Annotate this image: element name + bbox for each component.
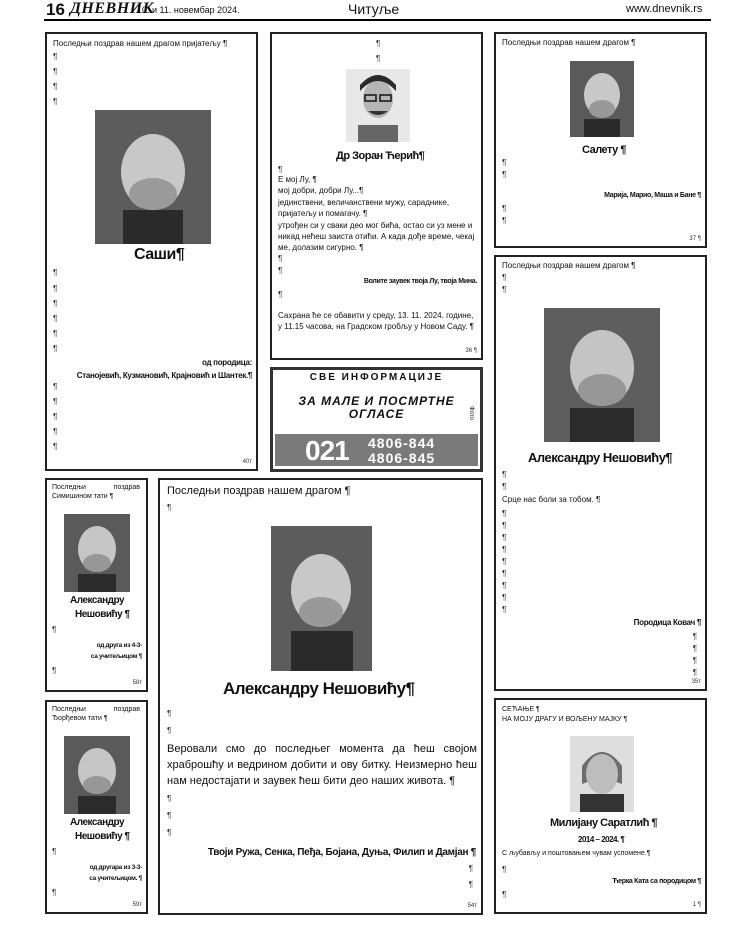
ad-heading-c: Симишином тати ¶	[52, 493, 114, 500]
pilcrow: ¶	[53, 382, 58, 391]
pilcrow: ¶	[502, 158, 507, 167]
deceased-name: Саши¶	[134, 246, 185, 263]
portrait-image	[570, 736, 634, 812]
page-number: 16	[46, 0, 65, 19]
portrait-image	[95, 110, 211, 244]
signature: Твоји Ружа, Сенка, Пеђа, Бојана, Дуња, Филип и Дамјан ¶	[207, 847, 476, 858]
pilcrow: ¶	[502, 216, 507, 225]
ad-heading-a: Последњи	[52, 484, 86, 491]
ad-code: 36 ¶	[465, 348, 477, 354]
ad-code: 37 ¶	[689, 236, 701, 242]
signature-line1: од другара из 3-3-	[89, 864, 142, 871]
header-rule	[44, 19, 711, 21]
obituary-ad-class-3-3	[45, 700, 148, 914]
ad-heading-c: Ђорђевом тати ¶	[52, 715, 108, 722]
info-line2: ОГЛАСЕ	[348, 407, 405, 421]
ad-heading: Последњи поздрав нашем драгом ¶	[502, 261, 636, 270]
pilcrow: ¶	[502, 470, 507, 479]
ad-heading-2: НА МОЈУ ДРАГУ И ВОЉЕНУ МАЈКУ ¶	[502, 716, 628, 723]
ad-code: 59т	[132, 902, 142, 908]
ad-heading-b: поздрав	[113, 706, 140, 713]
obituary-ad-class-4-3	[45, 478, 148, 692]
pilcrow: ¶	[53, 314, 58, 323]
body-text: Веровали смо до последњег момента да ћеш својом храброшћу и ведрином добити и ову битку. Неизмерно ћеш нам недостајати и заувек ћеш бити део наших живота. ¶	[167, 743, 477, 787]
body-line: утрођен си у сваки део мог бића, остао си уз мене и никад нећеш заиста отићи. А када дође време, чекај ме, долазим сигурно. ¶	[278, 221, 475, 252]
pilcrow: ¶	[53, 427, 58, 436]
pilcrow: ¶	[167, 709, 172, 718]
body-text: Срце нас боли за тобом. ¶	[502, 495, 601, 504]
deceased-name-line1: Александру	[70, 595, 125, 606]
deceased-name-line2: Нешовићу ¶	[75, 831, 130, 842]
body-line: јединствени, величанствени мужу, сараднике, пријатељу и помагачу. ¶	[278, 198, 450, 218]
pilcrow: ¶	[278, 254, 283, 263]
issue-date: 10. и 11. новембар 2024.	[137, 5, 240, 15]
deceased-name-line2: Нешовићу ¶	[75, 609, 130, 620]
portrait-photo	[544, 308, 660, 442]
pilcrow: ¶	[53, 412, 58, 421]
signature-line2: са учитељицом. ¶	[89, 875, 142, 882]
pilcrow: ¶	[502, 581, 507, 590]
pilcrow: ¶	[52, 888, 57, 897]
deceased-name: Салету ¶	[582, 144, 626, 156]
portrait-image	[570, 61, 634, 137]
pilcrow: ¶	[53, 397, 58, 406]
pilcrow: ¶	[468, 880, 473, 889]
ad-code: 58т	[132, 680, 142, 686]
website-link[interactable]: www.dnevnik.rs	[626, 3, 703, 15]
pilcrow: ¶	[52, 847, 57, 856]
pilcrow: ¶	[53, 82, 58, 91]
phone-band	[275, 434, 478, 466]
ad-code: 1 ¶	[692, 902, 701, 908]
portrait-photo	[570, 736, 634, 812]
deceased-name: Милијану Саратлић ¶	[550, 817, 658, 829]
pilcrow: ¶	[376, 54, 381, 63]
pilcrow: ¶	[692, 644, 697, 653]
obituary-ad-saletu	[494, 32, 707, 248]
obituary-ad-kovac	[494, 255, 707, 691]
signature-families: Станојевић, Кузмановић, Крајновић и Шантек.¶	[76, 371, 252, 380]
phone-number-1[interactable]: 4806-844	[368, 435, 436, 451]
pilcrow: ¶	[502, 273, 507, 282]
deceased-name: Др Зоран Ћерић¶	[336, 150, 425, 162]
pilcrow: ¶	[53, 284, 58, 293]
obituary-ad-zoran	[270, 32, 483, 360]
pilcrow: ¶	[53, 442, 58, 451]
body-line: Е мој Лу, ¶	[278, 175, 317, 184]
pilcrow: ¶	[278, 290, 283, 299]
portrait-image	[64, 514, 130, 592]
deceased-name: Александру Нешовићу¶	[223, 679, 415, 698]
info-title: СВЕ ИНФОРМАЦИЈЕ	[309, 372, 444, 383]
pilcrow: ¶	[502, 865, 507, 874]
pilcrow: ¶	[692, 668, 697, 677]
portrait-image	[271, 526, 372, 671]
pilcrow: ¶	[167, 726, 172, 735]
pilcrow: ¶	[53, 268, 58, 277]
ad-heading: Последњи поздрав нашем драгом пријатељу ¶	[53, 39, 228, 48]
signature: Марија, Марио, Маша и Бане ¶	[604, 192, 701, 199]
body-line: мој добри, добри Лу...¶	[278, 186, 364, 195]
section-title: Читуље	[348, 1, 400, 17]
deceased-name: Александру Нешовићу¶	[528, 450, 673, 465]
ad-heading: Последњи поздрав нашем драгом ¶	[502, 38, 636, 47]
funeral-info: Сахрана ће се обавити у среду, 13. 11. 2024. године, у 11.15 часова, на Градском гробљу у Новом Саду. ¶	[278, 311, 474, 331]
obituary-ad-sasha	[45, 32, 258, 471]
pilcrow: ¶	[278, 266, 283, 275]
remembrance-ad-saratlic	[494, 698, 707, 914]
portrait-image	[544, 308, 660, 442]
ad-code: 54т	[467, 903, 477, 909]
portrait-photo	[570, 61, 634, 137]
pilcrow: ¶	[167, 794, 172, 803]
classifieds-info-box	[270, 367, 483, 472]
ad-heading-1: СЕЋАЊЕ ¶	[502, 706, 540, 713]
signature-line2: са учитељицом ¶	[90, 653, 142, 660]
obituary-ad-family	[158, 478, 483, 915]
pilcrow: ¶	[376, 39, 381, 48]
phone-number-2[interactable]: 4806-845	[368, 450, 436, 466]
signature-line1: од друга из 4-3-	[96, 642, 142, 649]
pilcrow: ¶	[52, 666, 57, 675]
pilcrow: ¶	[502, 533, 507, 542]
ad-heading: Последњи поздрав нашем драгом ¶	[167, 485, 351, 497]
pilcrow: ¶	[502, 285, 507, 294]
deceased-name-line1: Александру	[70, 817, 125, 828]
portrait-photo	[64, 736, 130, 814]
pilcrow: ¶	[502, 509, 507, 518]
pilcrow: ¶	[167, 811, 172, 820]
years: 2014 – 2024. ¶	[578, 835, 625, 844]
pilcrow: ¶	[167, 503, 172, 512]
pilcrow: ¶	[53, 67, 58, 76]
pilcrow: ¶	[502, 593, 507, 602]
pilcrow: ¶	[502, 557, 507, 566]
portrait-photo	[346, 69, 410, 142]
ad-code: 35т	[691, 679, 701, 685]
signature: Породица Ковач ¶	[633, 618, 701, 627]
ad-code: 40т	[242, 459, 252, 465]
page-header	[0, 0, 729, 20]
pilcrow: ¶	[502, 521, 507, 530]
pilcrow: ¶	[502, 890, 507, 899]
pilcrow: ¶	[692, 656, 697, 665]
pilcrow: ¶	[502, 170, 507, 179]
pilcrow: ¶	[502, 605, 507, 614]
signature: Волите заувек твоја Лу, твоја Мина.	[363, 278, 477, 285]
area-code: 021	[305, 435, 349, 466]
ad-heading-b: поздрав	[113, 484, 140, 491]
portrait-photo	[95, 110, 211, 244]
newspaper-logo[interactable]: ДНЕВНИК	[70, 0, 154, 17]
portrait-photo	[271, 526, 372, 671]
pilcrow: ¶	[278, 165, 283, 174]
info-line1: ЗА МАЛЕ И ПОСМРТНЕ	[298, 394, 455, 408]
pilcrow: ¶	[53, 52, 58, 61]
pilcrow: ¶	[53, 97, 58, 106]
portrait-photo	[64, 514, 130, 592]
pilcrow: ¶	[692, 632, 697, 641]
pilcrow: ¶	[167, 828, 172, 837]
body-text: С љубављу и поштовањем чувам успомене.¶	[502, 850, 651, 857]
signature: Ћерка Ката са породицом ¶	[612, 878, 701, 885]
pilcrow: ¶	[52, 625, 57, 634]
pilcrow: ¶	[53, 329, 58, 338]
portrait-image	[64, 736, 130, 814]
signature-from: од породица:	[202, 358, 252, 367]
pilcrow: ¶	[502, 204, 507, 213]
pilcrow: ¶	[502, 482, 507, 491]
pilcrow: ¶	[502, 545, 507, 554]
ad-heading-a: Последњи	[52, 706, 86, 713]
portrait-image	[346, 69, 410, 142]
info-side-label: Фото	[468, 406, 475, 420]
pilcrow: ¶	[53, 344, 58, 353]
pilcrow: ¶	[468, 864, 473, 873]
pilcrow: ¶	[53, 299, 58, 308]
pilcrow: ¶	[502, 569, 507, 578]
